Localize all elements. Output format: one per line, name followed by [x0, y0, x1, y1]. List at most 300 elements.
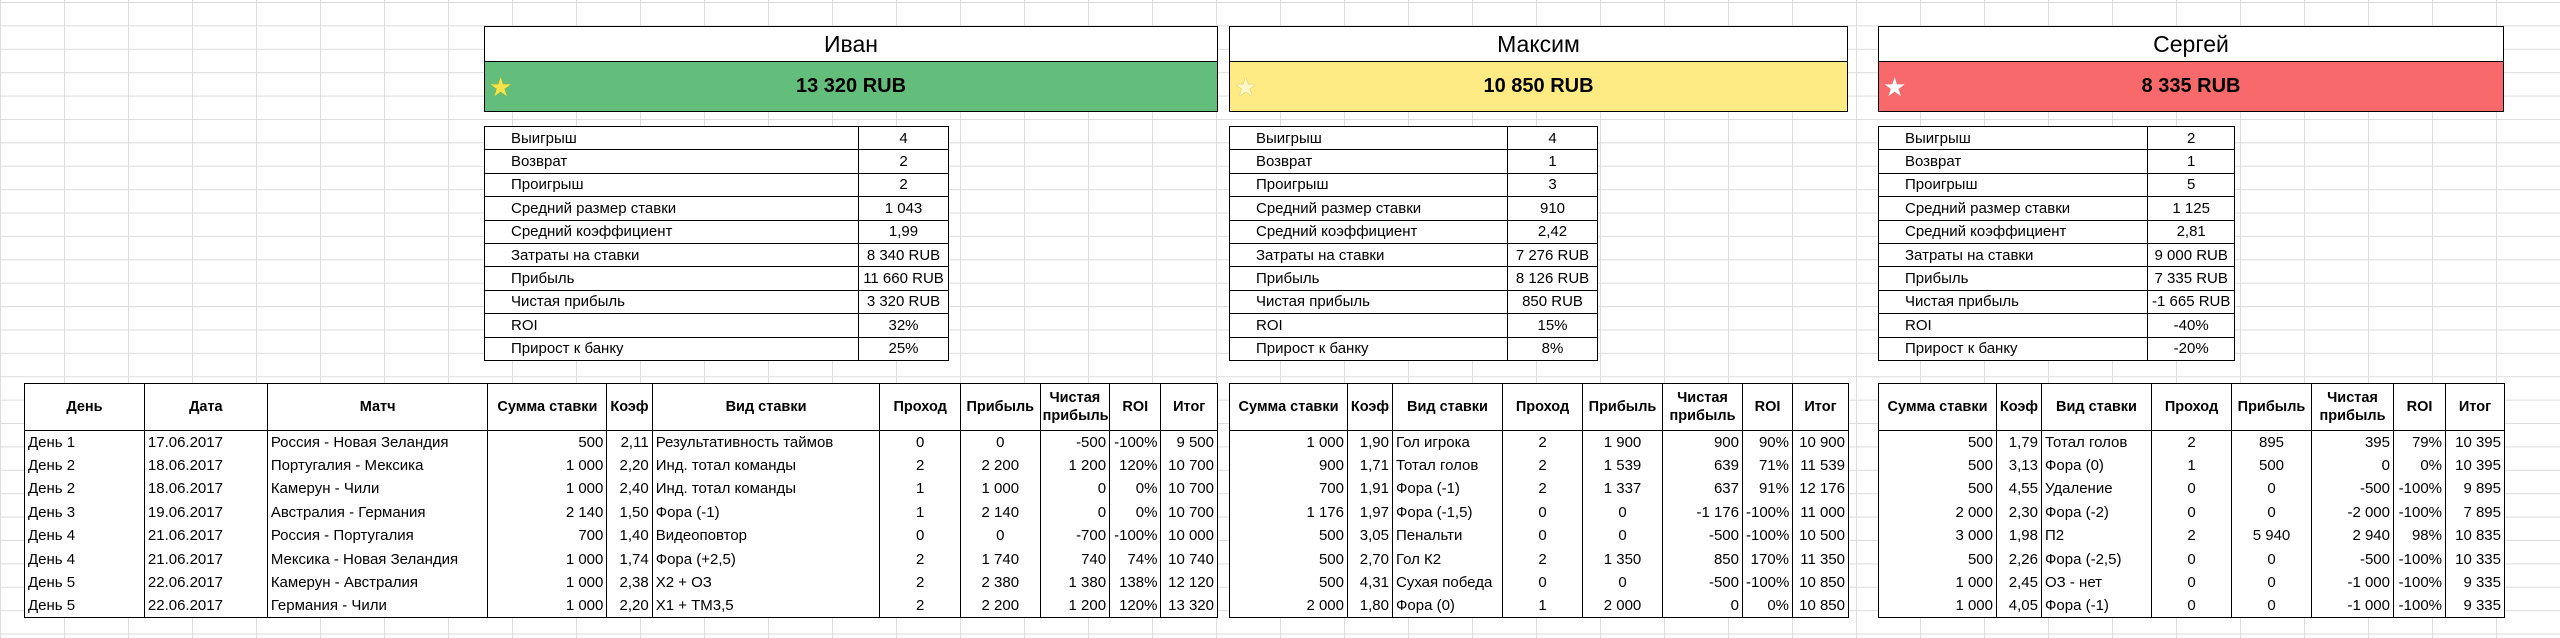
cell-day[interactable]: День 4 — [25, 547, 145, 570]
cell-date[interactable]: 18.06.2017 — [144, 454, 267, 477]
stat-label[interactable]: Возврат — [485, 150, 859, 173]
cell-net-profit[interactable]: -1 000 — [2312, 594, 2394, 617]
stat-label[interactable]: ROI — [1230, 314, 1508, 337]
cell-net-profit[interactable]: -500 — [2312, 547, 2394, 570]
cell-roi[interactable]: 0% — [1743, 594, 1793, 617]
cell-profit[interactable]: 0 — [2232, 477, 2312, 500]
cell-bet-type[interactable]: Фора (-1) — [1393, 477, 1503, 500]
cell-roi[interactable]: -100% — [2394, 571, 2446, 594]
cell-total[interactable]: 10 395 — [2446, 431, 2505, 454]
stat-label[interactable]: Средний коэффициент — [1879, 220, 2148, 243]
cell-stake[interactable]: 500 — [1879, 454, 1997, 477]
cell-profit[interactable]: 0 — [2232, 571, 2312, 594]
cell-pass[interactable]: 2 — [2152, 431, 2232, 454]
cell-coef[interactable]: 1,91 — [1348, 477, 1393, 500]
cell-net-profit[interactable]: 1 380 — [1040, 571, 1110, 594]
cell-coef[interactable]: 1,80 — [1348, 594, 1393, 617]
cell-day[interactable]: День 3 — [25, 501, 145, 524]
cell-coef[interactable]: 1,40 — [607, 524, 652, 547]
cell-bet-type[interactable]: Результативность таймов — [652, 431, 880, 454]
cell-pass[interactable]: 0 — [2152, 477, 2232, 500]
cell-bet-type[interactable]: Удаление — [2042, 477, 2152, 500]
cell-pass[interactable]: 2 — [880, 571, 961, 594]
cell-bet-type[interactable]: Х2 + ОЗ — [652, 571, 880, 594]
cell-coef[interactable]: 1,97 — [1348, 501, 1393, 524]
cell-pass[interactable]: 2 — [1503, 454, 1583, 477]
cell-date[interactable]: 17.06.2017 — [144, 431, 267, 454]
cell-total[interactable]: 12 176 — [1793, 477, 1849, 500]
cell-stake[interactable]: 500 — [1879, 431, 1997, 454]
cell-roi[interactable]: -100% — [2394, 547, 2446, 570]
cell-profit[interactable]: 1 000 — [960, 477, 1040, 500]
cell-coef[interactable]: 3,13 — [1997, 454, 2042, 477]
cell-net-profit[interactable]: 639 — [1663, 454, 1743, 477]
cell-net-profit[interactable]: 2 940 — [2312, 524, 2394, 547]
cell-stake[interactable]: 500 — [488, 431, 607, 454]
cell-pass[interactable]: 0 — [2152, 501, 2232, 524]
cell-net-profit[interactable]: 1 200 — [1040, 594, 1110, 617]
stat-value[interactable]: 2,81 — [2148, 220, 2235, 243]
cell-profit[interactable]: 1 337 — [1583, 477, 1663, 500]
cell-coef[interactable]: 2,70 — [1348, 547, 1393, 570]
header-day[interactable]: День — [25, 384, 145, 431]
cell-coef[interactable]: 2,30 — [1997, 501, 2042, 524]
stat-label[interactable]: Затраты на ставки — [1879, 243, 2148, 266]
cell-total[interactable]: 9 335 — [2446, 594, 2505, 617]
cell-bet-type[interactable]: Гол игрока — [1393, 431, 1503, 454]
stat-label[interactable]: Чистая прибыль — [1230, 290, 1508, 313]
cell-coef[interactable]: 2,40 — [607, 477, 652, 500]
cell-roi[interactable]: -100% — [1743, 501, 1793, 524]
cell-total[interactable]: 11 000 — [1793, 501, 1849, 524]
cell-profit[interactable]: 0 — [1583, 571, 1663, 594]
cell-stake[interactable]: 1 000 — [1879, 571, 1997, 594]
cell-net-profit[interactable]: -1 000 — [2312, 571, 2394, 594]
cell-bet-type[interactable]: Фора (-1,5) — [1393, 501, 1503, 524]
stat-label[interactable]: Проигрыш — [1879, 173, 2148, 196]
cell-bet-type[interactable]: Фора (-2) — [2042, 501, 2152, 524]
header-stake[interactable]: Сумма ставки — [1230, 384, 1348, 431]
header-coef[interactable]: Коэф — [1997, 384, 2042, 431]
cell-net-profit[interactable]: -1 176 — [1663, 501, 1743, 524]
cell-profit[interactable]: 0 — [2232, 547, 2312, 570]
cell-coef[interactable]: 1,50 — [607, 501, 652, 524]
cell-bet-type[interactable]: Видеоповтор — [652, 524, 880, 547]
header-roi[interactable]: ROI — [1743, 384, 1793, 431]
header-profit[interactable]: Прибыль — [2232, 384, 2312, 431]
cell-roi[interactable]: 120% — [1110, 454, 1161, 477]
stat-value[interactable]: -40% — [2148, 314, 2235, 337]
cell-coef[interactable]: 4,55 — [1997, 477, 2042, 500]
header-profit[interactable]: Прибыль — [1583, 384, 1663, 431]
cell-day[interactable]: День 2 — [25, 477, 145, 500]
header-pass[interactable]: Проход — [2152, 384, 2232, 431]
cell-match[interactable]: Австралия - Германия — [267, 501, 488, 524]
cell-pass[interactable]: 0 — [1503, 571, 1583, 594]
cell-profit[interactable]: 500 — [2232, 454, 2312, 477]
cell-roi[interactable]: 90% — [1743, 431, 1793, 454]
cell-date[interactable]: 22.06.2017 — [144, 594, 267, 617]
stat-label[interactable]: ROI — [1879, 314, 2148, 337]
cell-roi[interactable]: -100% — [1743, 571, 1793, 594]
cell-stake[interactable]: 500 — [1879, 547, 1997, 570]
stat-value[interactable]: 7 276 RUB — [1508, 243, 1598, 266]
stat-value[interactable]: 8% — [1508, 337, 1598, 360]
stat-label[interactable]: Прибыль — [485, 267, 859, 290]
cell-stake[interactable]: 1 000 — [488, 547, 607, 570]
cell-stake[interactable]: 1 176 — [1230, 501, 1348, 524]
cell-bet-type[interactable]: ОЗ - нет — [2042, 571, 2152, 594]
cell-coef[interactable]: 1,71 — [1348, 454, 1393, 477]
cell-stake[interactable]: 1 000 — [488, 571, 607, 594]
stat-value[interactable]: 11 660 RUB — [859, 267, 949, 290]
cell-bet-type[interactable]: Гол К2 — [1393, 547, 1503, 570]
cell-coef[interactable]: 1,74 — [607, 547, 652, 570]
stat-label[interactable]: Прибыль — [1879, 267, 2148, 290]
cell-pass[interactable]: 0 — [2152, 547, 2232, 570]
header-bet-type[interactable]: Вид ставки — [1393, 384, 1503, 431]
cell-profit[interactable]: 2 380 — [960, 571, 1040, 594]
cell-bet-type[interactable]: Фора (+2,5) — [652, 547, 880, 570]
cell-net-profit[interactable]: -700 — [1040, 524, 1110, 547]
cell-roi[interactable]: 79% — [2394, 431, 2446, 454]
cell-stake[interactable]: 1 000 — [488, 594, 607, 617]
cell-pass[interactable]: 0 — [880, 524, 961, 547]
cell-roi[interactable]: 0% — [2394, 454, 2446, 477]
cell-pass[interactable]: 2 — [880, 594, 961, 617]
cell-total[interactable]: 10 740 — [1161, 547, 1218, 570]
stat-value[interactable]: -20% — [2148, 337, 2235, 360]
cell-total[interactable]: 10 850 — [1793, 571, 1849, 594]
cell-bet-type[interactable]: Фора (-1) — [2042, 594, 2152, 617]
cell-stake[interactable]: 500 — [1230, 547, 1348, 570]
cell-net-profit[interactable]: 637 — [1663, 477, 1743, 500]
stat-label[interactable]: Средний коэффициент — [1230, 220, 1508, 243]
cell-coef[interactable]: 2,20 — [607, 454, 652, 477]
cell-total[interactable]: 10 700 — [1161, 477, 1218, 500]
cell-stake[interactable]: 2 000 — [1879, 501, 1997, 524]
header-total[interactable]: Итог — [1793, 384, 1849, 431]
cell-net-profit[interactable]: 395 — [2312, 431, 2394, 454]
cell-date[interactable]: 18.06.2017 — [144, 477, 267, 500]
cell-stake[interactable]: 2 140 — [488, 501, 607, 524]
player-bank-ivan[interactable] — [484, 61, 1218, 112]
cell-roi[interactable]: -100% — [2394, 594, 2446, 617]
cell-day[interactable]: День 5 — [25, 571, 145, 594]
cell-total[interactable]: 10 850 — [1793, 594, 1849, 617]
cell-roi[interactable]: 138% — [1110, 571, 1161, 594]
cell-bet-type[interactable]: Тотал голов — [2042, 431, 2152, 454]
cell-coef[interactable]: 2,38 — [607, 571, 652, 594]
stat-label[interactable]: Выигрыш — [1879, 127, 2148, 150]
stat-value[interactable]: 2 — [859, 173, 949, 196]
header-match[interactable]: Матч — [267, 384, 488, 431]
cell-total[interactable]: 13 320 — [1161, 594, 1218, 617]
cell-total[interactable]: 10 900 — [1793, 431, 1849, 454]
cell-pass[interactable]: 2 — [1503, 477, 1583, 500]
cell-net-profit[interactable]: -500 — [1040, 431, 1110, 454]
stat-label[interactable]: Выигрыш — [485, 127, 859, 150]
stat-label[interactable]: Чистая прибыль — [485, 290, 859, 313]
cell-stake[interactable]: 700 — [488, 524, 607, 547]
stat-value[interactable]: 4 — [1508, 127, 1598, 150]
stat-value[interactable]: 850 RUB — [1508, 290, 1598, 313]
cell-profit[interactable]: 5 940 — [2232, 524, 2312, 547]
stat-value[interactable]: 2,42 — [1508, 220, 1598, 243]
cell-total[interactable]: 10 335 — [2446, 547, 2505, 570]
stat-label[interactable]: ROI — [485, 314, 859, 337]
cell-day[interactable]: День 2 — [25, 454, 145, 477]
cell-bet-type[interactable]: Фора (-2,5) — [2042, 547, 2152, 570]
cell-bet-type[interactable]: Инд. тотал команды — [652, 477, 880, 500]
header-net-profit[interactable]: Чистая прибыль — [1040, 384, 1110, 431]
stat-label[interactable]: Затраты на ставки — [485, 243, 859, 266]
cell-roi[interactable]: 74% — [1110, 547, 1161, 570]
cell-net-profit[interactable]: 850 — [1663, 547, 1743, 570]
cell-bet-type[interactable]: Фора (0) — [1393, 594, 1503, 617]
stat-label[interactable]: Прирост к банку — [1879, 337, 2148, 360]
cell-profit[interactable]: 0 — [2232, 594, 2312, 617]
stat-value[interactable]: 5 — [2148, 173, 2235, 196]
header-net-profit[interactable]: Чистая прибыль — [2312, 384, 2394, 431]
cell-total[interactable]: 7 895 — [2446, 501, 2505, 524]
cell-total[interactable]: 10 000 — [1161, 524, 1218, 547]
cell-profit[interactable]: 0 — [1583, 524, 1663, 547]
cell-bet-type[interactable]: П2 — [2042, 524, 2152, 547]
cell-pass[interactable]: 2 — [880, 454, 961, 477]
cell-pass[interactable]: 0 — [1503, 524, 1583, 547]
stat-label[interactable]: Средний размер ставки — [1879, 197, 2148, 220]
cell-pass[interactable]: 1 — [2152, 454, 2232, 477]
stat-label[interactable]: Средний коэффициент — [485, 220, 859, 243]
cell-pass[interactable]: 1 — [880, 501, 961, 524]
cell-roi[interactable]: -100% — [2394, 501, 2446, 524]
stat-value[interactable]: 1 — [1508, 150, 1598, 173]
stat-value[interactable]: -1 665 RUB — [2148, 290, 2235, 313]
cell-net-profit[interactable]: -2 000 — [2312, 501, 2394, 524]
cell-pass[interactable]: 1 — [1503, 594, 1583, 617]
header-bet-type[interactable]: Вид ставки — [2042, 384, 2152, 431]
stat-value[interactable]: 25% — [859, 337, 949, 360]
cell-bet-type[interactable]: Сухая победа — [1393, 571, 1503, 594]
stat-value[interactable]: 1 043 — [859, 197, 949, 220]
cell-coef[interactable]: 2,11 — [607, 431, 652, 454]
cell-bet-type[interactable]: Фора (-1) — [652, 501, 880, 524]
stat-label[interactable]: Прибыль — [1230, 267, 1508, 290]
cell-coef[interactable]: 1,98 — [1997, 524, 2042, 547]
header-roi[interactable]: ROI — [2394, 384, 2446, 431]
stat-value[interactable]: 2 — [859, 150, 949, 173]
cell-profit[interactable]: 2 140 — [960, 501, 1040, 524]
cell-date[interactable]: 22.06.2017 — [144, 571, 267, 594]
cell-profit[interactable]: 0 — [960, 524, 1040, 547]
cell-pass[interactable]: 2 — [2152, 524, 2232, 547]
cell-total[interactable]: 10 835 — [2446, 524, 2505, 547]
cell-bet-type[interactable]: Пенальти — [1393, 524, 1503, 547]
cell-roi[interactable]: 71% — [1743, 454, 1793, 477]
cell-profit[interactable]: 0 — [960, 431, 1040, 454]
stat-value[interactable]: 2 — [2148, 127, 2235, 150]
cell-roi[interactable]: 98% — [2394, 524, 2446, 547]
stat-label[interactable]: Возврат — [1230, 150, 1508, 173]
cell-profit[interactable]: 895 — [2232, 431, 2312, 454]
cell-stake[interactable]: 1 000 — [488, 477, 607, 500]
header-bet-type[interactable]: Вид ставки — [652, 384, 880, 431]
cell-net-profit[interactable]: 740 — [1040, 547, 1110, 570]
cell-roi[interactable]: 0% — [1110, 477, 1161, 500]
header-roi[interactable]: ROI — [1110, 384, 1161, 431]
cell-roi[interactable]: 120% — [1110, 594, 1161, 617]
cell-total[interactable]: 9 335 — [2446, 571, 2505, 594]
player-name-sergey[interactable] — [1878, 26, 2504, 61]
stat-value[interactable]: 9 000 RUB — [2148, 243, 2235, 266]
cell-roi[interactable]: -100% — [1110, 524, 1161, 547]
stat-value[interactable]: 1 — [2148, 150, 2235, 173]
cell-profit[interactable]: 0 — [1583, 501, 1663, 524]
player-bank-maksim[interactable] — [1229, 61, 1848, 112]
cell-match[interactable]: Камерун - Австралия — [267, 571, 488, 594]
cell-pass[interactable]: 2 — [1503, 547, 1583, 570]
cell-roi[interactable]: 0% — [1110, 501, 1161, 524]
cell-pass[interactable]: 0 — [2152, 571, 2232, 594]
header-stake[interactable]: Сумма ставки — [1879, 384, 1997, 431]
stat-value[interactable]: 910 — [1508, 197, 1598, 220]
cell-stake[interactable]: 700 — [1230, 477, 1348, 500]
cell-profit[interactable]: 1 740 — [960, 547, 1040, 570]
cell-roi[interactable]: 91% — [1743, 477, 1793, 500]
cell-coef[interactable]: 4,31 — [1348, 571, 1393, 594]
cell-roi[interactable]: -100% — [1743, 524, 1793, 547]
player-name-ivan[interactable] — [484, 26, 1218, 61]
stat-label[interactable]: Возврат — [1879, 150, 2148, 173]
cell-bet-type[interactable]: Х1 + ТМ3,5 — [652, 594, 880, 617]
stat-label[interactable]: Средний размер ставки — [485, 197, 859, 220]
stat-label[interactable]: Выигрыш — [1230, 127, 1508, 150]
cell-match[interactable]: Португалия - Мексика — [267, 454, 488, 477]
header-coef[interactable]: Коэф — [607, 384, 652, 431]
cell-date[interactable]: 19.06.2017 — [144, 501, 267, 524]
cell-day[interactable]: День 4 — [25, 524, 145, 547]
cell-pass[interactable]: 0 — [2152, 594, 2232, 617]
stat-label[interactable]: Чистая прибыль — [1879, 290, 2148, 313]
stat-value[interactable]: 1 125 — [2148, 197, 2235, 220]
cell-stake[interactable]: 1 000 — [488, 454, 607, 477]
header-net-profit[interactable]: Чистая прибыль — [1663, 384, 1743, 431]
stat-value[interactable]: 32% — [859, 314, 949, 337]
cell-day[interactable]: День 5 — [25, 594, 145, 617]
cell-total[interactable]: 11 539 — [1793, 454, 1849, 477]
header-total[interactable]: Итог — [2446, 384, 2505, 431]
cell-match[interactable]: Россия - Новая Зеландия — [267, 431, 488, 454]
cell-stake[interactable]: 1 000 — [1879, 594, 1997, 617]
cell-match[interactable]: Россия - Португалия — [267, 524, 488, 547]
stat-value[interactable]: 8 340 RUB — [859, 243, 949, 266]
cell-total[interactable]: 11 350 — [1793, 547, 1849, 570]
cell-stake[interactable]: 2 000 — [1230, 594, 1348, 617]
header-total[interactable]: Итог — [1161, 384, 1218, 431]
header-stake[interactable]: Сумма ставки — [488, 384, 607, 431]
cell-profit[interactable]: 2 200 — [960, 454, 1040, 477]
stat-label[interactable]: Затраты на ставки — [1230, 243, 1508, 266]
cell-net-profit[interactable]: 1 200 — [1040, 454, 1110, 477]
cell-total[interactable]: 10 500 — [1793, 524, 1849, 547]
cell-net-profit[interactable]: 0 — [2312, 454, 2394, 477]
header-profit[interactable]: Прибыль — [960, 384, 1040, 431]
cell-roi[interactable]: -100% — [1110, 431, 1161, 454]
cell-pass[interactable]: 2 — [880, 547, 961, 570]
cell-coef[interactable]: 2,20 — [607, 594, 652, 617]
cell-bet-type[interactable]: Инд. тотал команды — [652, 454, 880, 477]
cell-match[interactable]: Мексика - Новая Зеландия — [267, 547, 488, 570]
cell-roi[interactable]: -100% — [2394, 477, 2446, 500]
cell-total[interactable]: 9 895 — [2446, 477, 2505, 500]
cell-coef[interactable]: 4,05 — [1997, 594, 2042, 617]
cell-net-profit[interactable]: -500 — [1663, 524, 1743, 547]
stat-label[interactable]: Прирост к банку — [1230, 337, 1508, 360]
cell-stake[interactable]: 900 — [1230, 454, 1348, 477]
cell-net-profit[interactable]: -500 — [2312, 477, 2394, 500]
cell-total[interactable]: 10 700 — [1161, 454, 1218, 477]
cell-bet-type[interactable]: Тотал голов — [1393, 454, 1503, 477]
stat-value[interactable]: 8 126 RUB — [1508, 267, 1598, 290]
cell-profit[interactable]: 2 000 — [1583, 594, 1663, 617]
header-pass[interactable]: Проход — [1503, 384, 1583, 431]
cell-pass[interactable]: 1 — [880, 477, 961, 500]
cell-net-profit[interactable]: 0 — [1663, 594, 1743, 617]
cell-pass[interactable]: 0 — [880, 431, 961, 454]
stat-label[interactable]: Проигрыш — [1230, 173, 1508, 196]
cell-pass[interactable]: 2 — [1503, 431, 1583, 454]
cell-roi[interactable]: 170% — [1743, 547, 1793, 570]
cell-profit[interactable]: 1 350 — [1583, 547, 1663, 570]
stat-label[interactable]: Проигрыш — [485, 173, 859, 196]
cell-stake[interactable]: 500 — [1230, 524, 1348, 547]
stat-value[interactable]: 1,99 — [859, 220, 949, 243]
stat-value[interactable]: 3 320 RUB — [859, 290, 949, 313]
header-date[interactable]: Дата — [144, 384, 267, 431]
player-bank-sergey[interactable] — [1878, 61, 2504, 112]
cell-match[interactable]: Камерун - Чили — [267, 477, 488, 500]
cell-total[interactable]: 10 700 — [1161, 501, 1218, 524]
stat-label[interactable]: Средний размер ставки — [1230, 197, 1508, 220]
cell-date[interactable]: 21.06.2017 — [144, 524, 267, 547]
header-pass[interactable]: Проход — [880, 384, 961, 431]
cell-total[interactable]: 12 120 — [1161, 571, 1218, 594]
cell-net-profit[interactable]: 0 — [1040, 477, 1110, 500]
cell-day[interactable]: День 1 — [25, 431, 145, 454]
cell-pass[interactable]: 0 — [1503, 501, 1583, 524]
stat-value[interactable]: 4 — [859, 127, 949, 150]
cell-coef[interactable]: 2,26 — [1997, 547, 2042, 570]
cell-coef[interactable]: 1,79 — [1997, 431, 2042, 454]
cell-profit[interactable]: 1 900 — [1583, 431, 1663, 454]
cell-date[interactable]: 21.06.2017 — [144, 547, 267, 570]
cell-profit[interactable]: 2 200 — [960, 594, 1040, 617]
cell-stake[interactable]: 500 — [1230, 571, 1348, 594]
player-name-maksim[interactable] — [1229, 26, 1848, 61]
stat-value[interactable]: 7 335 RUB — [2148, 267, 2235, 290]
cell-total[interactable]: 10 395 — [2446, 454, 2505, 477]
cell-coef[interactable]: 3,05 — [1348, 524, 1393, 547]
cell-coef[interactable]: 2,45 — [1997, 571, 2042, 594]
cell-stake[interactable]: 500 — [1879, 477, 1997, 500]
stat-value[interactable]: 3 — [1508, 173, 1598, 196]
stat-label[interactable]: Прирост к банку — [485, 337, 859, 360]
cell-profit[interactable]: 0 — [2232, 501, 2312, 524]
header-coef[interactable]: Коэф — [1348, 384, 1393, 431]
cell-coef[interactable]: 1,90 — [1348, 431, 1393, 454]
cell-bet-type[interactable]: Фора (0) — [2042, 454, 2152, 477]
